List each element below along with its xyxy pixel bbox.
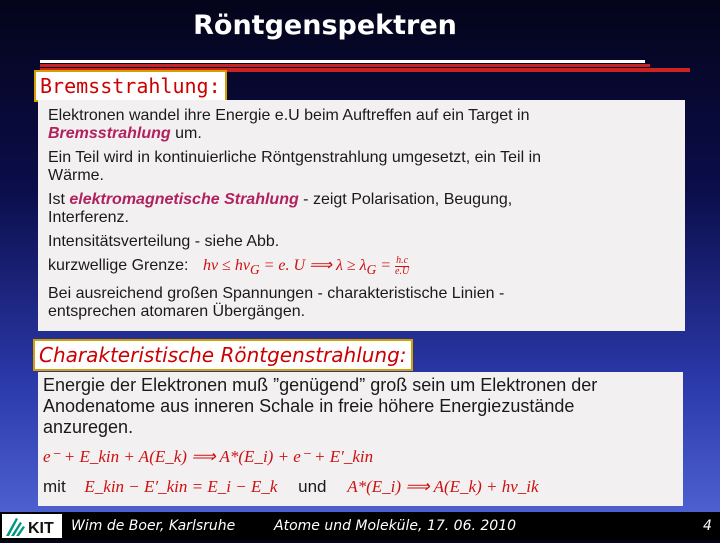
formula-part-1: hν ≤ hν	[202, 257, 250, 275]
brems-line-2a: Ein Teil wird in kontinuierliche Röntgenstrahlung umgesetzt, ein Teil in	[48, 149, 542, 166]
formula-fraction	[395, 256, 409, 277]
char-relations-line	[43, 476, 539, 498]
brems-line-4: Intensitätsverteilung - siehe Abb.	[48, 233, 280, 250]
limit-formula	[202, 255, 410, 278]
slide-title: Röntgenspektren	[193, 10, 457, 41]
excitation-equation: e⁻ + E_kin + A(E_k) ⟹ A*(E_i) + e⁻ + E′_kin	[43, 447, 374, 466]
section-label-characteristic: Charakteristische Röntgenstrahlung:	[33, 339, 413, 371]
emission-equation: A*(E_i) ⟹ A(E_k) + hν_ik	[347, 477, 539, 496]
page-number: 4	[703, 518, 712, 534]
fraction-denominator: e.U	[395, 266, 410, 277]
footer-author: Wim de Boer, Karlsruhe	[71, 518, 236, 534]
characteristic-panel	[38, 372, 683, 506]
energy-balance-equation: E_kin − E′_kin = E_i − E_k	[84, 477, 278, 496]
formula-sub-2: G	[366, 262, 377, 278]
fraction-numerator: h.c	[396, 255, 409, 266]
title-divider-white	[40, 60, 645, 63]
footer-course-date: Atome und Moleküle, 17. 06. 2010	[274, 518, 517, 534]
kit-logo-icon	[2, 514, 62, 538]
brems-line-1a: Elektronen wandel ihre Energie e.U beim Auftreffen auf ein Target in	[48, 107, 530, 124]
kit-logo	[2, 514, 62, 538]
brems-term-highlight: Bremsstrahlung	[48, 125, 171, 142]
em-radiation-highlight: elektromagnetische Strahlung	[69, 191, 299, 208]
brems-line-5	[48, 256, 409, 279]
und-word: und	[298, 477, 327, 496]
brems-line-2b: Wärme.	[48, 167, 104, 184]
bremsstrahlung-panel	[38, 100, 685, 331]
char-line-1: Energie der Elektronen muß ”genügend” groß sein um Elektronen der	[43, 375, 598, 395]
char-line-3: anzuregen.	[43, 417, 134, 437]
brems-line-3-rest: - zeigt Polarisation, Beugung,	[298, 191, 513, 208]
brems-line-3b: Interferenz.	[48, 209, 129, 226]
section-label-bremsstrahlung: Bremsstrahlung:	[34, 70, 227, 102]
logo-text: KIT	[28, 520, 54, 537]
formula-part-2: = e. U ⟹ λ ≥ λ	[259, 257, 367, 275]
brems-line-6b: entsprechen atomaren Übergängen.	[48, 303, 306, 320]
short-wavelength-limit-label: kurzwellige Grenze:	[48, 257, 189, 275]
title-divider-red	[40, 64, 650, 67]
brems-line-3-pre: Ist	[48, 191, 70, 208]
brems-line-6a: Bei ausreichend großen Spannungen - charakteristische Linien -	[48, 285, 505, 302]
brems-line-1b	[48, 124, 202, 143]
char-line-2: Anodenatome aus inneren Schale in freie höhere Energiezustände	[43, 396, 575, 416]
brems-line-3a	[48, 190, 512, 209]
brems-line-1b-rest: um.	[170, 125, 202, 142]
formula-part-3: =	[376, 257, 396, 275]
formula-sub-1: G	[249, 262, 260, 278]
mit-word: mit	[43, 477, 66, 496]
